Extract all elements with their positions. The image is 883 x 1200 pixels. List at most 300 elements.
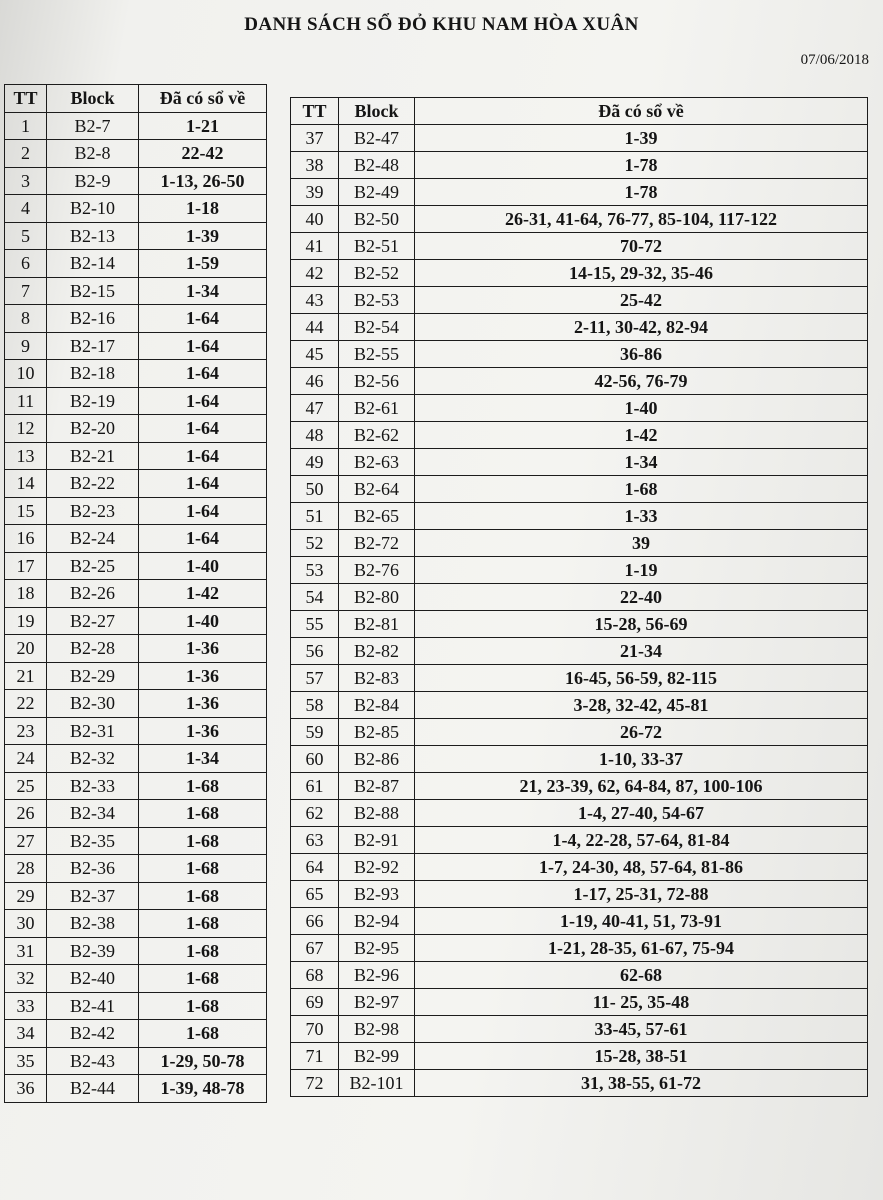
table-row: [291, 773, 868, 800]
header-tt: TT: [291, 98, 339, 125]
value-cell: 1-68: [415, 476, 868, 503]
value-cell: 1-59: [139, 250, 267, 278]
block-cell: B2-29: [47, 662, 139, 690]
block-cell: B2-94: [339, 908, 415, 935]
block-cell: B2-98: [339, 1016, 415, 1043]
table-row: [5, 1075, 267, 1103]
row-number: 20: [5, 635, 47, 663]
table-header-row: [291, 98, 868, 125]
row-number: 18: [5, 580, 47, 608]
table-row: [291, 395, 868, 422]
value-cell: 25-42: [415, 287, 868, 314]
value-cell: 1-78: [415, 179, 868, 206]
row-number: 45: [291, 341, 339, 368]
value-cell: 1-34: [139, 745, 267, 773]
value-cell: 15-28, 56-69: [415, 611, 868, 638]
row-number: 13: [5, 442, 47, 470]
block-cell: B2-44: [47, 1075, 139, 1103]
value-cell: 1-21: [139, 112, 267, 140]
row-number: 7: [5, 277, 47, 305]
row-number: 23: [5, 717, 47, 745]
row-number: 8: [5, 305, 47, 333]
block-cell: B2-30: [47, 690, 139, 718]
block-cell: B2-24: [47, 525, 139, 553]
block-cell: B2-55: [339, 341, 415, 368]
block-cell: B2-31: [47, 717, 139, 745]
table-row: [291, 503, 868, 530]
row-number: 50: [291, 476, 339, 503]
row-number: 19: [5, 607, 47, 635]
value-cell: 42-56, 76-79: [415, 368, 868, 395]
table-row: [5, 882, 267, 910]
table-row: [291, 287, 868, 314]
value-cell: 1-68: [139, 882, 267, 910]
value-cell: 11- 25, 35-48: [415, 989, 868, 1016]
table-row: [5, 387, 267, 415]
row-number: 28: [5, 855, 47, 883]
value-cell: 1-40: [139, 607, 267, 635]
block-cell: B2-40: [47, 965, 139, 993]
value-cell: 1-68: [139, 937, 267, 965]
row-number: 11: [5, 387, 47, 415]
block-cell: B2-61: [339, 395, 415, 422]
value-cell: 1-10, 33-37: [415, 746, 868, 773]
row-number: 59: [291, 719, 339, 746]
table-row: [5, 305, 267, 333]
table-row: [291, 341, 868, 368]
block-cell: B2-21: [47, 442, 139, 470]
value-cell: 22-42: [139, 140, 267, 168]
value-cell: 16-45, 56-59, 82-115: [415, 665, 868, 692]
block-cell: B2-19: [47, 387, 139, 415]
table-row: [5, 965, 267, 993]
table-row: [5, 745, 267, 773]
row-number: 67: [291, 935, 339, 962]
value-cell: 1-64: [139, 332, 267, 360]
value-cell: 14-15, 29-32, 35-46: [415, 260, 868, 287]
block-cell: B2-72: [339, 530, 415, 557]
document-title: DANH SÁCH SỔ ĐỎ KHU NAM HÒA XUÂN: [244, 14, 639, 35]
row-number: 64: [291, 854, 339, 881]
table-row: [5, 607, 267, 635]
row-number: 52: [291, 530, 339, 557]
table-row: [5, 360, 267, 388]
row-number: 26: [5, 800, 47, 828]
value-cell: 1-68: [139, 855, 267, 883]
table-row: [5, 332, 267, 360]
row-number: 53: [291, 557, 339, 584]
block-cell: B2-32: [47, 745, 139, 773]
block-cell: B2-9: [47, 167, 139, 195]
row-number: 41: [291, 233, 339, 260]
table-row: [5, 855, 267, 883]
row-number: 71: [291, 1043, 339, 1070]
row-number: 40: [291, 206, 339, 233]
block-cell: B2-27: [47, 607, 139, 635]
row-number: 35: [5, 1047, 47, 1075]
right-table: [290, 97, 868, 1097]
row-number: 3: [5, 167, 47, 195]
table-row: [291, 1043, 868, 1070]
table-row: [5, 250, 267, 278]
block-cell: B2-85: [339, 719, 415, 746]
value-cell: 26-31, 41-64, 76-77, 85-104, 117-122: [415, 206, 868, 233]
value-cell: 21-34: [415, 638, 868, 665]
value-cell: 1-68: [139, 1020, 267, 1048]
value-cell: 1-68: [139, 992, 267, 1020]
block-cell: B2-62: [339, 422, 415, 449]
value-cell: 1-18: [139, 195, 267, 223]
row-number: 47: [291, 395, 339, 422]
value-cell: 70-72: [415, 233, 868, 260]
block-cell: B2-80: [339, 584, 415, 611]
block-cell: B2-15: [47, 277, 139, 305]
row-number: 63: [291, 827, 339, 854]
row-number: 43: [291, 287, 339, 314]
block-cell: B2-23: [47, 497, 139, 525]
row-number: 14: [5, 470, 47, 498]
row-number: 1: [5, 112, 47, 140]
block-cell: B2-64: [339, 476, 415, 503]
value-cell: 21, 23-39, 62, 64-84, 87, 100-106: [415, 773, 868, 800]
value-cell: 1-29, 50-78: [139, 1047, 267, 1075]
table-row: [291, 449, 868, 476]
row-number: 17: [5, 552, 47, 580]
block-cell: B2-84: [339, 692, 415, 719]
table-row: [5, 1047, 267, 1075]
table-row: [5, 167, 267, 195]
table-row: [5, 415, 267, 443]
block-cell: B2-51: [339, 233, 415, 260]
row-number: 42: [291, 260, 339, 287]
value-cell: 1-34: [415, 449, 868, 476]
value-cell: 62-68: [415, 962, 868, 989]
value-cell: 1-64: [139, 360, 267, 388]
table-row: [291, 800, 868, 827]
table-row: [291, 719, 868, 746]
block-cell: B2-43: [47, 1047, 139, 1075]
block-cell: B2-17: [47, 332, 139, 360]
block-cell: B2-39: [47, 937, 139, 965]
table-row: [291, 152, 868, 179]
table-row: [291, 692, 868, 719]
row-number: 68: [291, 962, 339, 989]
value-cell: 1-40: [415, 395, 868, 422]
block-cell: B2-83: [339, 665, 415, 692]
row-number: 10: [5, 360, 47, 388]
block-cell: B2-26: [47, 580, 139, 608]
block-cell: B2-41: [47, 992, 139, 1020]
row-number: 39: [291, 179, 339, 206]
table-row: [5, 800, 267, 828]
value-cell: 3-28, 32-42, 45-81: [415, 692, 868, 719]
table-row: [5, 195, 267, 223]
table-row: [5, 112, 267, 140]
block-cell: B2-22: [47, 470, 139, 498]
value-cell: 1-4, 27-40, 54-67: [415, 800, 868, 827]
block-cell: B2-101: [339, 1070, 415, 1097]
table-row: [5, 717, 267, 745]
table-row: [5, 937, 267, 965]
row-number: 54: [291, 584, 339, 611]
table-row: [291, 530, 868, 557]
value-cell: 26-72: [415, 719, 868, 746]
row-number: 16: [5, 525, 47, 553]
table-row: [5, 910, 267, 938]
row-number: 49: [291, 449, 339, 476]
row-number: 55: [291, 611, 339, 638]
table-row: [291, 422, 868, 449]
row-number: 33: [5, 992, 47, 1020]
block-cell: B2-65: [339, 503, 415, 530]
table-row: [5, 277, 267, 305]
table-row: [5, 442, 267, 470]
value-cell: 1-64: [139, 442, 267, 470]
block-cell: B2-99: [339, 1043, 415, 1070]
block-cell: B2-38: [47, 910, 139, 938]
row-number: 57: [291, 665, 339, 692]
value-cell: 1-64: [139, 525, 267, 553]
block-cell: B2-47: [339, 125, 415, 152]
table-row: [291, 584, 868, 611]
table-row: [291, 125, 868, 152]
value-cell: 1-39: [139, 222, 267, 250]
table-row: [291, 935, 868, 962]
block-cell: B2-18: [47, 360, 139, 388]
value-cell: 1-36: [139, 635, 267, 663]
block-cell: B2-37: [47, 882, 139, 910]
row-number: 72: [291, 1070, 339, 1097]
block-cell: B2-95: [339, 935, 415, 962]
row-number: 56: [291, 638, 339, 665]
table-row: [291, 665, 868, 692]
value-cell: 36-86: [415, 341, 868, 368]
row-number: 4: [5, 195, 47, 223]
table-header-row: [5, 85, 267, 113]
block-cell: B2-63: [339, 449, 415, 476]
block-cell: B2-8: [47, 140, 139, 168]
row-number: 66: [291, 908, 339, 935]
row-number: 24: [5, 745, 47, 773]
block-cell: B2-81: [339, 611, 415, 638]
block-cell: B2-36: [47, 855, 139, 883]
table-row: [291, 557, 868, 584]
block-cell: B2-10: [47, 195, 139, 223]
header-tt: TT: [5, 85, 47, 113]
header-value: Đã có sổ về: [139, 85, 267, 113]
value-cell: 15-28, 38-51: [415, 1043, 868, 1070]
left-table: [4, 84, 267, 1103]
table-row: [291, 611, 868, 638]
block-cell: B2-52: [339, 260, 415, 287]
value-cell: 1-64: [139, 470, 267, 498]
row-number: 29: [5, 882, 47, 910]
row-number: 70: [291, 1016, 339, 1043]
header-value: Đã có sổ về: [415, 98, 868, 125]
block-cell: B2-13: [47, 222, 139, 250]
block-cell: B2-50: [339, 206, 415, 233]
table-row: [291, 854, 868, 881]
table-row: [5, 1020, 267, 1048]
table-row: [5, 690, 267, 718]
block-cell: B2-20: [47, 415, 139, 443]
block-cell: B2-53: [339, 287, 415, 314]
row-number: 30: [5, 910, 47, 938]
block-cell: B2-48: [339, 152, 415, 179]
value-cell: 1-19: [415, 557, 868, 584]
table-row: [5, 525, 267, 553]
value-cell: 31, 38-55, 61-72: [415, 1070, 868, 1097]
block-cell: B2-35: [47, 827, 139, 855]
value-cell: 1-34: [139, 277, 267, 305]
table-row: [291, 476, 868, 503]
table-row: [5, 992, 267, 1020]
table-row: [291, 908, 868, 935]
table-row: [291, 233, 868, 260]
table-row: [5, 140, 267, 168]
table-row: [291, 638, 868, 665]
block-cell: B2-28: [47, 635, 139, 663]
block-cell: B2-56: [339, 368, 415, 395]
row-number: 2: [5, 140, 47, 168]
header-block: Block: [47, 85, 139, 113]
table-row: [291, 368, 868, 395]
row-number: 48: [291, 422, 339, 449]
block-cell: B2-86: [339, 746, 415, 773]
table-row: [5, 827, 267, 855]
row-number: 61: [291, 773, 339, 800]
block-cell: B2-16: [47, 305, 139, 333]
table-row: [291, 260, 868, 287]
row-number: 60: [291, 746, 339, 773]
value-cell: 33-45, 57-61: [415, 1016, 868, 1043]
value-cell: 1-36: [139, 662, 267, 690]
block-cell: B2-14: [47, 250, 139, 278]
block-cell: B2-54: [339, 314, 415, 341]
table-row: [291, 827, 868, 854]
value-cell: 1-19, 40-41, 51, 73-91: [415, 908, 868, 935]
value-cell: 1-39: [415, 125, 868, 152]
row-number: 12: [5, 415, 47, 443]
value-cell: 22-40: [415, 584, 868, 611]
value-cell: 39: [415, 530, 868, 557]
table-row: [5, 497, 267, 525]
table-row: [291, 989, 868, 1016]
table-row: [5, 662, 267, 690]
table-row: [5, 772, 267, 800]
table-row: [5, 552, 267, 580]
value-cell: 1-68: [139, 772, 267, 800]
value-cell: 1-64: [139, 305, 267, 333]
value-cell: 1-64: [139, 387, 267, 415]
table-row: [5, 580, 267, 608]
row-number: 36: [5, 1075, 47, 1103]
value-cell: 1-36: [139, 717, 267, 745]
row-number: 38: [291, 152, 339, 179]
block-cell: B2-96: [339, 962, 415, 989]
table-row: [291, 206, 868, 233]
value-cell: 1-64: [139, 415, 267, 443]
value-cell: 1-17, 25-31, 72-88: [415, 881, 868, 908]
value-cell: 1-36: [139, 690, 267, 718]
value-cell: 1-7, 24-30, 48, 57-64, 81-86: [415, 854, 868, 881]
row-number: 5: [5, 222, 47, 250]
value-cell: 2-11, 30-42, 82-94: [415, 314, 868, 341]
block-cell: B2-7: [47, 112, 139, 140]
row-number: 44: [291, 314, 339, 341]
row-number: 69: [291, 989, 339, 1016]
table-row: [5, 635, 267, 663]
table-row: [291, 1070, 868, 1097]
table-row: [291, 746, 868, 773]
row-number: 65: [291, 881, 339, 908]
value-cell: 1-40: [139, 552, 267, 580]
row-number: 51: [291, 503, 339, 530]
block-cell: B2-91: [339, 827, 415, 854]
value-cell: 1-21, 28-35, 61-67, 75-94: [415, 935, 868, 962]
table-row: [5, 470, 267, 498]
row-number: 37: [291, 125, 339, 152]
block-cell: B2-42: [47, 1020, 139, 1048]
block-cell: B2-82: [339, 638, 415, 665]
table-row: [291, 179, 868, 206]
document-date: 07/06/2018: [800, 52, 869, 68]
row-number: 62: [291, 800, 339, 827]
value-cell: 1-68: [139, 910, 267, 938]
block-cell: B2-33: [47, 772, 139, 800]
row-number: 15: [5, 497, 47, 525]
row-number: 22: [5, 690, 47, 718]
block-cell: B2-34: [47, 800, 139, 828]
value-cell: 1-68: [139, 965, 267, 993]
value-cell: 1-68: [139, 827, 267, 855]
value-cell: 1-42: [415, 422, 868, 449]
value-cell: 1-42: [139, 580, 267, 608]
value-cell: 1-33: [415, 503, 868, 530]
block-cell: B2-49: [339, 179, 415, 206]
row-number: 58: [291, 692, 339, 719]
value-cell: 1-39, 48-78: [139, 1075, 267, 1103]
value-cell: 1-78: [415, 152, 868, 179]
value-cell: 1-64: [139, 497, 267, 525]
row-number: 34: [5, 1020, 47, 1048]
table-row: [291, 1016, 868, 1043]
row-number: 21: [5, 662, 47, 690]
value-cell: 1-13, 26-50: [139, 167, 267, 195]
table-row: [291, 962, 868, 989]
value-cell: 1-68: [139, 800, 267, 828]
block-cell: B2-25: [47, 552, 139, 580]
block-cell: B2-92: [339, 854, 415, 881]
block-cell: B2-97: [339, 989, 415, 1016]
block-cell: B2-88: [339, 800, 415, 827]
row-number: 6: [5, 250, 47, 278]
value-cell: 1-4, 22-28, 57-64, 81-84: [415, 827, 868, 854]
block-cell: B2-76: [339, 557, 415, 584]
table-row: [5, 222, 267, 250]
row-number: 32: [5, 965, 47, 993]
header-block: Block: [339, 98, 415, 125]
row-number: 31: [5, 937, 47, 965]
block-cell: B2-93: [339, 881, 415, 908]
row-number: 46: [291, 368, 339, 395]
block-cell: B2-87: [339, 773, 415, 800]
table-row: [291, 314, 868, 341]
row-number: 27: [5, 827, 47, 855]
table-row: [291, 881, 868, 908]
row-number: 25: [5, 772, 47, 800]
row-number: 9: [5, 332, 47, 360]
